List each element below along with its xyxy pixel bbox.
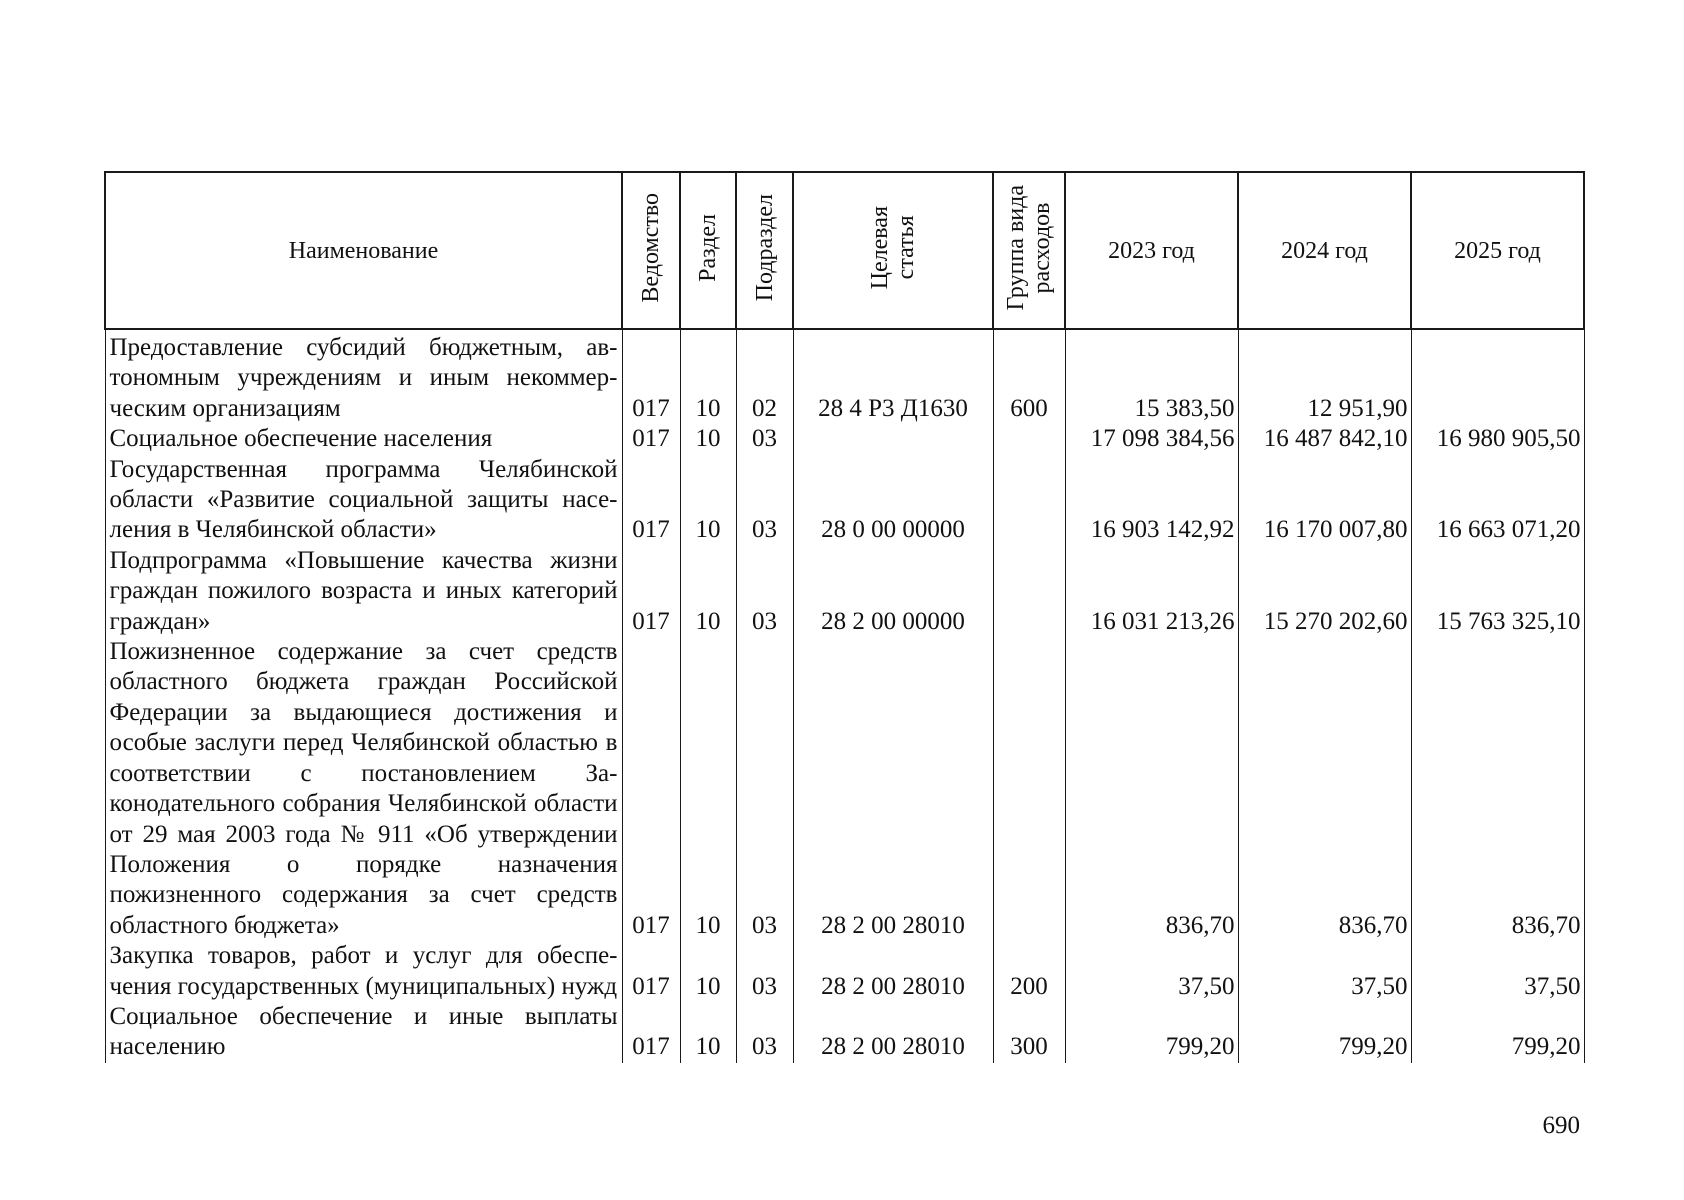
row-target: 28 2 00 28010 — [793, 637, 993, 941]
header-name: Наименование — [105, 172, 622, 329]
header-2024: 2024 год — [1238, 172, 1411, 329]
row-2023: 15 383,50 — [1065, 329, 1238, 424]
row-group — [993, 546, 1065, 637]
row-name: Социальное обеспечение и иные выплаты населению — [105, 1002, 622, 1063]
row-2025: 16 663 071,20 — [1411, 455, 1584, 546]
budget-table — [104, 171, 1585, 1063]
row-name: Пожизненное содержание за счет средств областного бюджета граждан Российской Федерации за выдающиеся достижения и особые заслуги перед Челябинской областью в соответствии с постановлением Законодательного собрания Челябинской области от 29 мая 2003 года № 911 «Об утверждении Положения о порядке назначения пожизненного содержания за счет средств областного бюджета» — [105, 637, 622, 941]
row-dept: 017 — [622, 329, 680, 424]
row-2023: 16 903 142,92 — [1065, 455, 1238, 546]
row-2025: 799,20 — [1411, 1002, 1584, 1063]
row-dept: 017 — [622, 1002, 680, 1063]
row-2024: 16 170 007,80 — [1238, 455, 1411, 546]
row-name: Социальное обеспечение населения — [105, 424, 622, 454]
header-group: Группа вида расходов — [993, 172, 1065, 329]
header-row — [105, 172, 1584, 329]
row-name: Закупка товаров, работ и услуг для обеспечения государственных (муниципальных) нужд — [105, 941, 622, 1002]
row-2024: 15 270 202,60 — [1238, 546, 1411, 637]
row-section: 10 — [680, 455, 736, 546]
page-number: 690 — [1542, 1112, 1580, 1139]
row-target — [793, 424, 993, 454]
header-2023: 2023 год — [1065, 172, 1238, 329]
row-2024: 37,50 — [1238, 941, 1411, 1002]
row-name: Государственная программа Челябинской области «Развитие социальной защиты населения в Челябинской области» — [105, 455, 622, 546]
row-2025: 37,50 — [1411, 941, 1584, 1002]
row-group: 300 — [993, 1002, 1065, 1063]
row-group — [993, 637, 1065, 941]
row-subsection: 03 — [736, 546, 793, 637]
row-section: 10 — [680, 637, 736, 941]
row-section: 10 — [680, 546, 736, 637]
row-2023: 836,70 — [1065, 637, 1238, 941]
row-target: 28 2 00 28010 — [793, 941, 993, 1002]
row-subsection: 02 — [736, 329, 793, 424]
header-dept: Ведомство — [622, 172, 680, 329]
row-section: 10 — [680, 329, 736, 424]
row-group — [993, 424, 1065, 454]
row-subsection: 03 — [736, 1002, 793, 1063]
row-subsection: 03 — [736, 941, 793, 1002]
row-dept: 017 — [622, 941, 680, 1002]
row-2024: 836,70 — [1238, 637, 1411, 941]
row-2024: 16 487 842,10 — [1238, 424, 1411, 454]
row-name: Подпрограмма «Повышение качества жизни граждан пожилого возраста и иных категорий граждан» — [105, 546, 622, 637]
row-2025 — [1411, 329, 1584, 424]
table-row — [105, 329, 1584, 424]
row-subsection: 03 — [736, 424, 793, 454]
row-2025: 15 763 325,10 — [1411, 546, 1584, 637]
row-dept: 017 — [622, 455, 680, 546]
table-row — [105, 1002, 1584, 1063]
header-target: Целевая статья — [793, 172, 993, 329]
row-2023: 37,50 — [1065, 941, 1238, 1002]
row-target: 28 2 00 00000 — [793, 546, 993, 637]
row-section: 10 — [680, 941, 736, 1002]
row-2024: 12 951,90 — [1238, 329, 1411, 424]
row-name: Предоставление субсидий бюджетным, автономным учреждениям и иным некоммерческим организациям — [105, 329, 622, 424]
row-group — [993, 455, 1065, 546]
row-2023: 17 098 384,56 — [1065, 424, 1238, 454]
row-2025: 16 980 905,50 — [1411, 424, 1584, 454]
row-2025: 836,70 — [1411, 637, 1584, 941]
row-section: 10 — [680, 1002, 736, 1063]
row-group: 200 — [993, 941, 1065, 1002]
row-section: 10 — [680, 424, 736, 454]
row-2024: 799,20 — [1238, 1002, 1411, 1063]
row-subsection: 03 — [736, 455, 793, 546]
table-row — [105, 941, 1584, 1002]
table-row — [105, 637, 1584, 941]
row-subsection: 03 — [736, 637, 793, 941]
table-row — [105, 455, 1584, 546]
row-target: 28 2 00 28010 — [793, 1002, 993, 1063]
table-row — [105, 546, 1584, 637]
row-group: 600 — [993, 329, 1065, 424]
row-target: 28 4 Р3 Д1630 — [793, 329, 993, 424]
row-dept: 017 — [622, 424, 680, 454]
header-section: Раздел — [680, 172, 736, 329]
table-row — [105, 424, 1584, 454]
row-dept: 017 — [622, 546, 680, 637]
header-subsection: Подраздел — [736, 172, 793, 329]
row-2023: 799,20 — [1065, 1002, 1238, 1063]
row-dept: 017 — [622, 637, 680, 941]
header-2025: 2025 год — [1411, 172, 1584, 329]
row-target: 28 0 00 00000 — [793, 455, 993, 546]
row-2023: 16 031 213,26 — [1065, 546, 1238, 637]
